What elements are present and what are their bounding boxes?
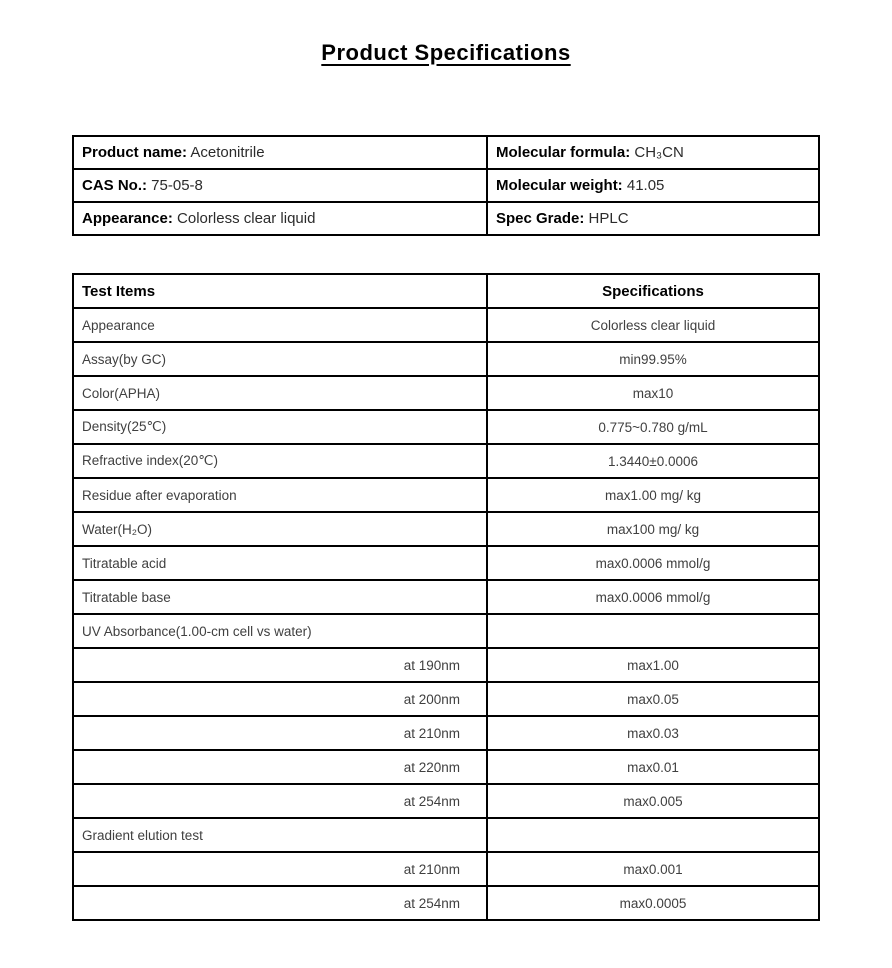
spec-value-cell [487,818,819,852]
table-row [73,376,819,410]
table-row [73,308,819,342]
specifications-table [72,273,820,921]
spec-grade-label: Spec Grade: [496,210,585,227]
spec-value-cell: max100 mg/ kg [487,512,819,546]
test-item-cell: Titratable acid [73,546,487,580]
molecular-weight-value: 41.05 [626,177,665,194]
spec-value-cell: max1.00 [487,648,819,682]
spec-grade-value: HPLC [588,210,629,227]
specifications-header: Specifications [487,274,819,308]
table-row [73,784,819,818]
molecular-formula-value: CH₃CN [634,144,684,161]
test-item-cell: at 190nm [73,648,487,682]
table-row [73,410,819,444]
spec-value-cell: max10 [487,376,819,410]
table-header-row [73,274,819,308]
test-item-cell: Residue after evaporation [73,478,487,512]
test-item-cell: at 254nm [73,784,487,818]
test-item-cell: at 220nm [73,750,487,784]
test-item-cell: at 210nm [73,852,487,886]
table-row [73,716,819,750]
page-title-text: Product Specifications [321,40,571,65]
product-name-cell [73,136,487,169]
table-row [73,478,819,512]
table-row [73,546,819,580]
spec-value-cell: max0.0005 [487,886,819,920]
molecular-weight-cell [487,169,819,202]
spec-value-cell: max0.0006 mmol/g [487,580,819,614]
test-item-cell: Color(APHA) [73,376,487,410]
spec-value-cell [487,614,819,648]
table-row [73,750,819,784]
table-row [73,342,819,376]
test-item-cell: Water(H₂O) [73,512,487,546]
product-name-label: Product name: [82,144,188,161]
test-item-cell: Gradient elution test [73,818,487,852]
appearance-label: Appearance: [82,210,173,227]
molecular-weight-label: Molecular weight: [496,177,623,194]
appearance-value: Colorless clear liquid [177,210,316,227]
table-row [73,648,819,682]
test-items-header: Test Items [73,274,487,308]
cas-no-cell [73,169,487,202]
spec-value-cell: max0.005 [487,784,819,818]
table-row [73,614,819,648]
product-name-value: Acetonitrile [190,144,265,161]
spec-value-cell: max0.05 [487,682,819,716]
appearance-cell [73,202,487,235]
spec-value-cell: 0.775~0.780 g/mL [487,410,819,444]
test-item-cell: Assay(by GC) [73,342,487,376]
table-row [73,512,819,546]
table-row [73,444,819,478]
spec-grade-cell [487,202,819,235]
test-item-cell: at 210nm [73,716,487,750]
test-item-cell: Appearance [73,308,487,342]
spec-value-cell: max0.0006 mmol/g [487,546,819,580]
test-item-cell: at 254nm [73,886,487,920]
spec-value-cell: Colorless clear liquid [487,308,819,342]
spec-value-cell: 1.3440±0.0006 [487,444,819,478]
molecular-formula-label: Molecular formula: [496,144,631,161]
test-item-cell: UV Absorbance(1.00-cm cell vs water) [73,614,487,648]
cas-no-value: 75-05-8 [151,177,203,194]
test-item-cell: Titratable base [73,580,487,614]
test-item-cell: Density(25℃) [73,410,487,444]
spec-value-cell: max0.03 [487,716,819,750]
table-row [73,682,819,716]
spec-value-cell: min99.95% [487,342,819,376]
product-info-table [72,135,820,236]
test-item-cell: at 200nm [73,682,487,716]
table-row [73,852,819,886]
spec-value-cell: max0.001 [487,852,819,886]
table-row [73,580,819,614]
test-item-cell: Refractive index(20℃) [73,444,487,478]
spec-value-cell: max0.01 [487,750,819,784]
cas-no-label: CAS No.: [82,177,147,194]
page-title [0,40,892,66]
table-row [73,818,819,852]
table-row [73,202,819,235]
table-row [73,169,819,202]
molecular-formula-cell [487,136,819,169]
table-row [73,136,819,169]
table-row [73,886,819,920]
spec-value-cell: max1.00 mg/ kg [487,478,819,512]
